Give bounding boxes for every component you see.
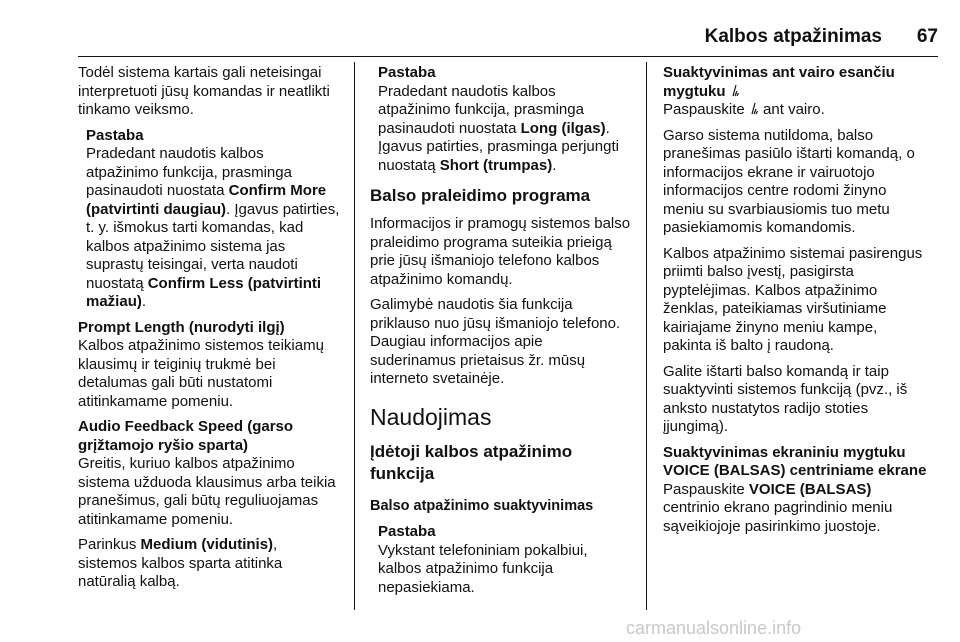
page-number: 67: [916, 26, 938, 47]
note-block: [370, 64, 632, 175]
subsection-heading: Balso atpažinimo suaktyvinimas: [370, 497, 594, 514]
column-right: [663, 64, 928, 543]
watermark: carmanualsonline.info: [626, 618, 802, 638]
paragraph: Parinkus Medium (vidutinis), sistemos kalbos sparta atitinka natūralią kalbą.: [78, 536, 283, 590]
paragraph: Todėl sistema kartais gali neteisingai interpretuoti jūsų komandas ir neatlikti tinkamo veiksmo.: [78, 64, 330, 118]
column-separator: [646, 62, 647, 610]
header-rule: [78, 56, 938, 57]
paragraph: Paspauskite ant vairo.: [663, 101, 825, 118]
note-title: Pastaba: [378, 523, 436, 540]
paragraph: Galimybė naudotis šia funkcija priklauso nuo jūsų išmaniojo telefono. Daugiau informacijos apie suderinamus prietaisus žr. mūsų interneto svetainėje.: [370, 296, 621, 387]
paragraph: Greitis, kuriuo kalbos atpažinimo sistema užduoda klausimus arba teikia pranešimus, gali būtų reguliuojamas atitinkamame pomeniu.: [78, 455, 336, 528]
column-left: [78, 64, 340, 599]
section-title: Suaktyvinimas ant vairo esančiu mygtuku: [663, 64, 895, 100]
note-block: [78, 127, 340, 312]
voice-talk-icon: [730, 84, 740, 97]
voice-talk-icon: [749, 102, 759, 115]
note-text: Pradedant naudotis kalbos atpažinimo funkcija, prasminga pasinaudoti nuostata Confirm More (patvirtinti daugiau). Įgavus patirties, t. y. išmokus tarti komandas, kad kalbos atpažinimo sistema jas suprastų teisingai, verta naudoti nuostatą Confirm Less (patvirtinti mažiau).: [86, 145, 340, 310]
paragraph: Paspauskite VOICE (BALSAS) centrinio ekrano pagrindinio meniu sąveikiojoje pasirinkimo juostoje.: [663, 480, 893, 535]
section-title: Suaktyvinimas ekraniniu mygtuku VOICE (BALSAS) centriniame ekrane: [663, 443, 927, 479]
note-block: [370, 523, 632, 597]
section-heading: Įdėtoji kalbos atpažinimo funkcija: [370, 441, 573, 483]
paragraph: Kalbos atpažinimo sistemos teikiamų klausimų ir teiginių trukmė bei detalumas gali būti nustatomi atitinkamame pomeniu.: [78, 337, 324, 410]
column-middle: [370, 64, 632, 604]
chapter-heading: Naudojimas: [370, 403, 492, 430]
note-text: Pradedant naudotis kalbos atpažinimo funkcija, prasminga pasinaudoti nuostata Long (ilgas). Įgavus patirties, prasminga perjungti nuostatą Short (trumpas).: [378, 82, 619, 174]
note-text: Vykstant telefoniniam pokalbiui, kalbos atpažinimo funkcija nepasiekiama.: [378, 541, 588, 596]
paragraph: Galite ištarti balso komandą ir taip suaktyvinti sistemos funkciją (pvz., iš anksto nustatytos radijo stoties įjungimą).: [663, 362, 908, 435]
paragraph: Kalbos atpažinimo sistemai pasirengus priimti balso įvestį, pasigirsta pyptelėjimas. Kalbos atpažinimo ženklas, pateikiamas viršutiniame kairiajame žinyno meniu kampe, pakinta iš balto į raudoną.: [663, 244, 923, 354]
section-title: Audio Feedback Speed (garso grįžtamojo ryšio sparta): [78, 418, 294, 454]
paragraph: Informacijos ir pramogų sistemos balso praleidimo programa suteikia prieigą prie jūsų išmaniojo telefono kalbos atpažinimo komandų.: [370, 215, 631, 288]
paragraph: Garso sistema nutildoma, balso pranešimas pasiūlo ištarti komandą, o informacijos ekrane ir vairuotojo informacijos centre rodomi žinyno meniu su svarbiausiomis tuo metu pasiekiamomis komandomis.: [663, 126, 915, 236]
column-separator: [354, 62, 355, 610]
header-title: Kalbos atpažinimas: [704, 26, 882, 47]
note-title: Pastaba: [86, 126, 144, 144]
section-title: Prompt Length (nurodyti ilgį): [78, 318, 285, 336]
page-header: [0, 0, 960, 60]
note-title: Pastaba: [378, 64, 436, 81]
section-heading: Balso praleidimo programa: [370, 186, 591, 205]
